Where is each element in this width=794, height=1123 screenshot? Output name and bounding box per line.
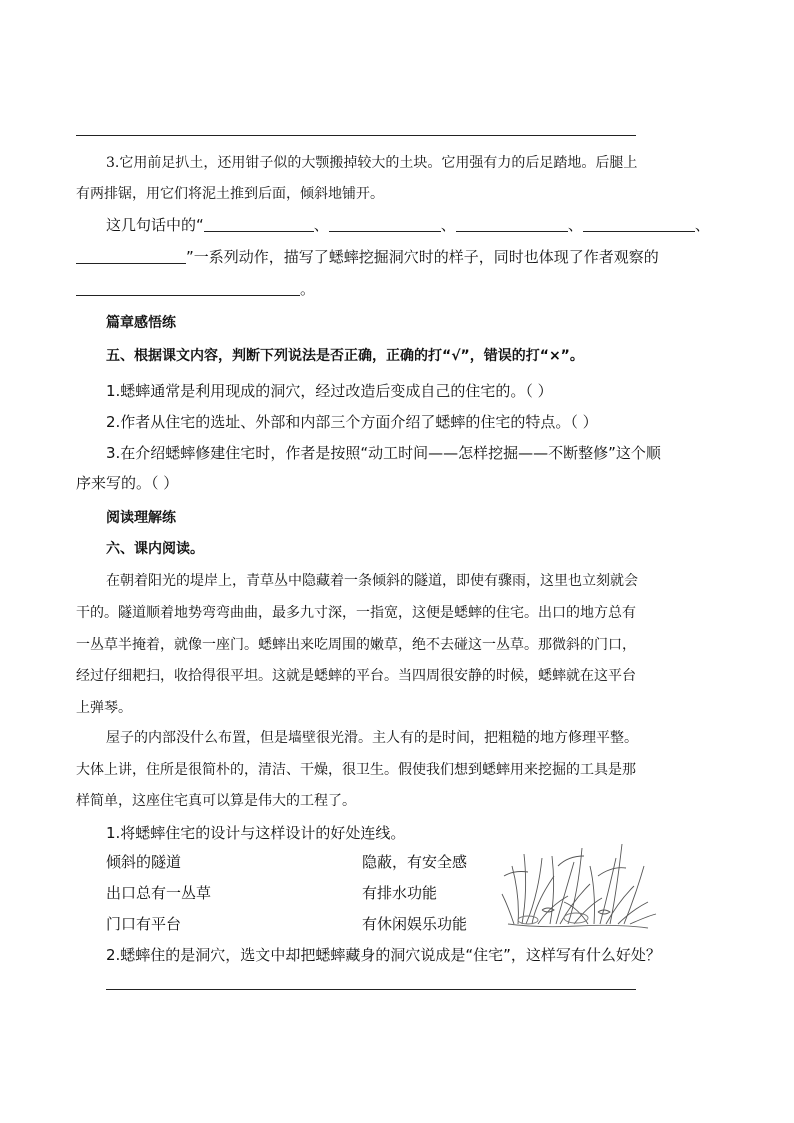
match-left-1[interactable]: 倾斜的隧道 [106,853,182,871]
fill-prefix: 这几句话中的“ [106,216,204,234]
sub-question-1: 1.将蟋蟀住宅的设计与这样设计的好处连线。 [106,824,406,842]
section-reading-title: 阅读理解练 [106,510,176,526]
blank-4[interactable] [583,217,695,232]
blank-3[interactable] [456,217,568,232]
q5-item-2: 2.作者从住宅的选址、外部和内部三个方面介绍了蟋蟀的住宅的特点。（ ） [106,413,598,431]
match-left-3[interactable]: 门口有平台 [106,915,182,933]
fill-row-2 [76,246,659,267]
sub-question-2: 2.蟋蟀住的是洞穴，选文中却把蟋蟀藏身的洞穴说成是“住宅”，这样写有什么好处？ [106,946,661,964]
passage-line: 大体上讲，住所是很简朴的，清洁、干燥，很卫生。假使我们想到蟋蟀用来挖掘的工具是那 [76,762,636,778]
answer-line-top [76,135,636,136]
blank-2[interactable] [329,217,441,232]
match-right-3[interactable]: 有休闲娱乐功能 [362,915,468,933]
passage-line: 干的。隧道顺着地势弯弯曲曲，最多九寸深，一指宽，这便是蟋蟀的住宅。出口的地方总有 [76,605,636,621]
passage-line: 样简单，这座住宅真可以算是伟大的工程了。 [76,793,356,809]
match-right-1[interactable]: 隐蔽，有安全感 [362,853,468,871]
grass-sketch-image [498,836,658,934]
answer-line-bottom[interactable] [106,989,636,990]
passage-line: 一丛草半掩着，就像一座门。蟋蟀出来吃周围的嫩草，绝不去碰这一丛草。那微斜的门口， [76,637,636,653]
q5-item-3-cont: 序来写的。（ ） [76,474,179,492]
blank-1[interactable] [204,217,314,232]
q5-item-1: 1.蟋蟀通常是利用现成的洞穴，经过改造后变成自己的住宅的。（ ） [106,382,553,400]
q3-line2: 有两排锯，用它们将泥土推到后面，倾斜地铺开。 [76,186,384,202]
q6-title: 六、课内阅读。 [106,541,204,557]
blank-5[interactable] [76,249,186,264]
passage-line: 经过仔细耙扫，收拾得很平坦。这就是蟋蟀的平台。当四周很安静的时候，蟋蟀就在这平台 [76,668,636,684]
sep: 、 [567,216,583,234]
sep: 、 [694,216,710,234]
q5-item-3: 3.在介绍蟋蟀修建住宅时，作者是按照“动工时间——怎样挖掘——不断整修”这个顺 [106,444,661,462]
passage-line: 上弹琴。 [76,700,132,716]
blank-6[interactable] [76,281,300,296]
fill-end: 。 [300,280,316,298]
fill-row-1 [106,214,710,235]
match-right-2[interactable]: 有排水功能 [362,884,438,902]
fill-after: ”一系列动作，描写了蟋蟀挖掘洞穴时的样子，同时也体现了作者观察的 [186,248,659,266]
q5-title: 五、根据课文内容，判断下列说法是否正确，正确的打“√”，错误的打“×”。 [106,348,584,364]
fill-row-3 [76,278,315,299]
section-chapter-title: 篇章感悟练 [106,315,176,331]
match-left-2[interactable]: 出口总有一丛草 [106,884,212,902]
passage-line: 在朝着阳光的堤岸上，青草丛中隐藏着一条倾斜的隧道，即使有骤雨，这里也立刻就会 [106,573,638,589]
passage-line: 屋子的内部没什么布置，但是墙壁很光滑。主人有的是时间，把粗糙的地方修理平整。 [106,730,638,746]
sep: 、 [440,216,456,234]
q3-line1: 3.它用前足扒土，还用钳子似的大颚搬掉较大的土块。它用强有力的后足踏地。后腿上 [106,155,638,171]
sep: 、 [313,216,329,234]
